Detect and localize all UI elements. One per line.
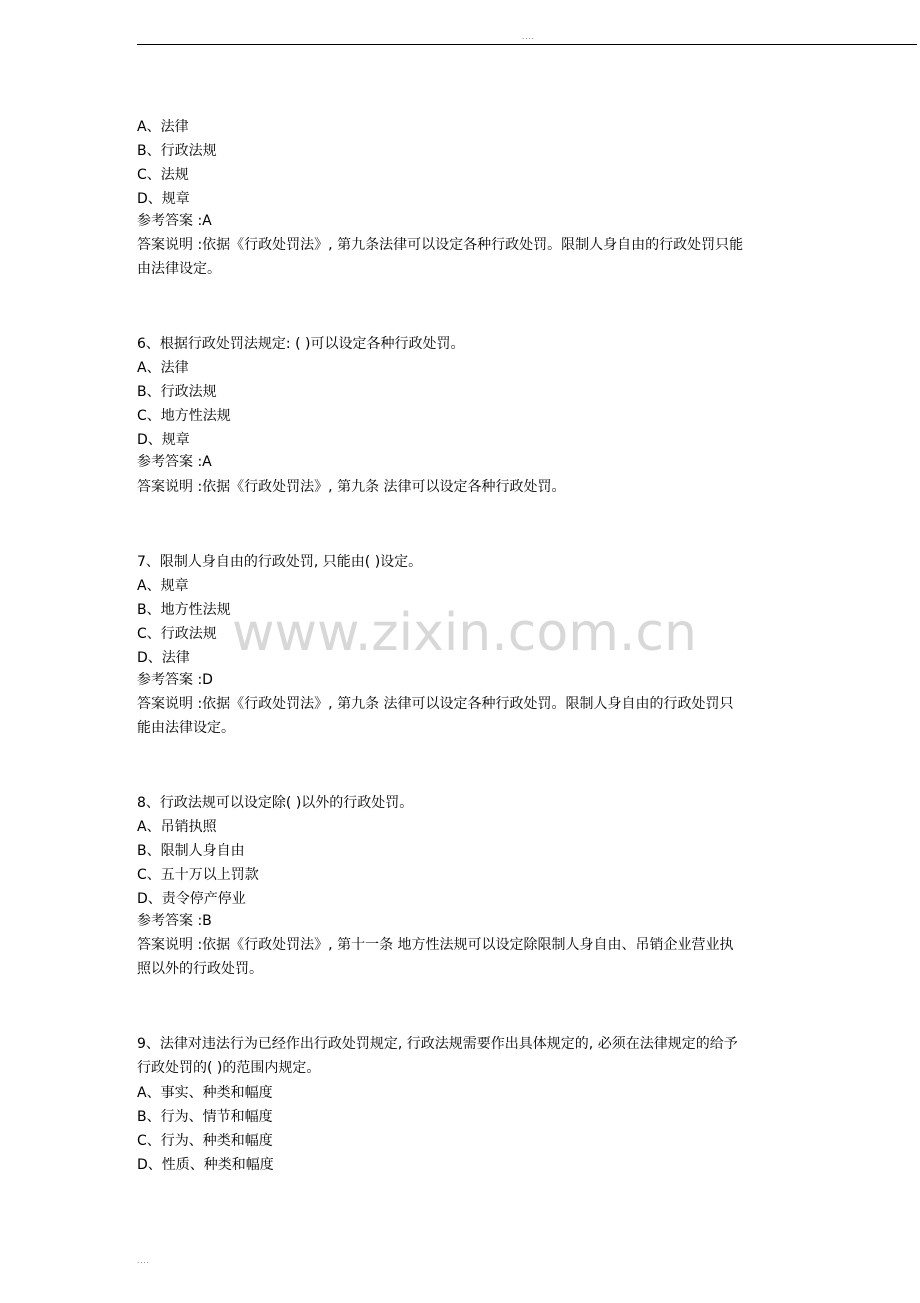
footer-mark: .... [137, 1257, 150, 1265]
q8-explanation: 答案说明 :依据《行政处罚法》, 第十一条 地方性法规可以设定除限制人身自由、吊销企业营业执照以外的行政处罚。 [137, 937, 734, 977]
q7-explanation: 答案说明 :依据《行政处罚法》, 第九条 法律可以设定各种行政处罚。限制人身自由的行政处罚只能由法律设定。 [137, 696, 734, 736]
q7-option-c: C、行政法规 [137, 626, 217, 642]
q9-option-b: B、行为、情节和幅度 [137, 1109, 273, 1125]
q5-explanation: 答案说明 :依据《行政处罚法》, 第九条法律可以设定各种行政处罚。限制人身自由的行政处罚只能由法律设定。 [137, 237, 744, 277]
q9-question: 9、法律对违法行为已经作出行政处罚规定, 行政法规需要作出具体规定的, 必须在法律规定的给予行政处罚的( )的范围内规定。 [137, 1036, 738, 1076]
q5-option-a: A、法律 [137, 119, 189, 135]
q5-option-c: C、法规 [137, 167, 189, 183]
q6-option-d: D、规章 [137, 432, 190, 448]
q6-explanation: 答案说明 :依据《行政处罚法》, 第九条 法律可以设定各种行政处罚。 [137, 479, 566, 495]
q5-answer: 参考答案 :A [137, 213, 212, 229]
q5-option-b: B、行政法规 [137, 143, 217, 159]
q9-option-c: C、行为、种类和幅度 [137, 1133, 273, 1149]
q7-option-a: A、规章 [137, 578, 189, 594]
watermark: www.zixin.com.cn [232, 603, 697, 663]
q9-option-a: A、事实、种类和幅度 [137, 1085, 273, 1101]
q8-option-d: D、责令停产停业 [137, 891, 246, 907]
q7-answer: 参考答案 :D [137, 672, 213, 688]
q6-question: 6、根据行政处罚法规定: ( )可以设定各种行政处罚。 [137, 336, 465, 352]
q7-option-d: D、法律 [137, 650, 190, 666]
q6-option-c: C、地方性法规 [137, 408, 231, 424]
q5-option-d: D、规章 [137, 191, 190, 207]
q8-question: 8、行政法规可以设定除( )以外的行政处罚。 [137, 795, 414, 811]
q8-option-a: A、吊销执照 [137, 819, 217, 835]
q7-option-b: B、地方性法规 [137, 602, 231, 618]
q8-answer: 参考答案 :B [137, 913, 212, 929]
q8-option-c: C、五十万以上罚款 [137, 867, 259, 883]
q7-question: 7、限制人身自由的行政处罚, 只能由( )设定。 [137, 554, 423, 570]
q9-option-d: D、性质、种类和幅度 [137, 1157, 274, 1173]
q6-option-a: A、法律 [137, 360, 189, 376]
q6-option-b: B、行政法规 [137, 384, 217, 400]
q8-option-b: B、限制人身自由 [137, 843, 245, 859]
header-mark: .... [522, 33, 535, 41]
q6-answer: 参考答案 :A [137, 454, 212, 470]
header-rule [137, 44, 917, 45]
